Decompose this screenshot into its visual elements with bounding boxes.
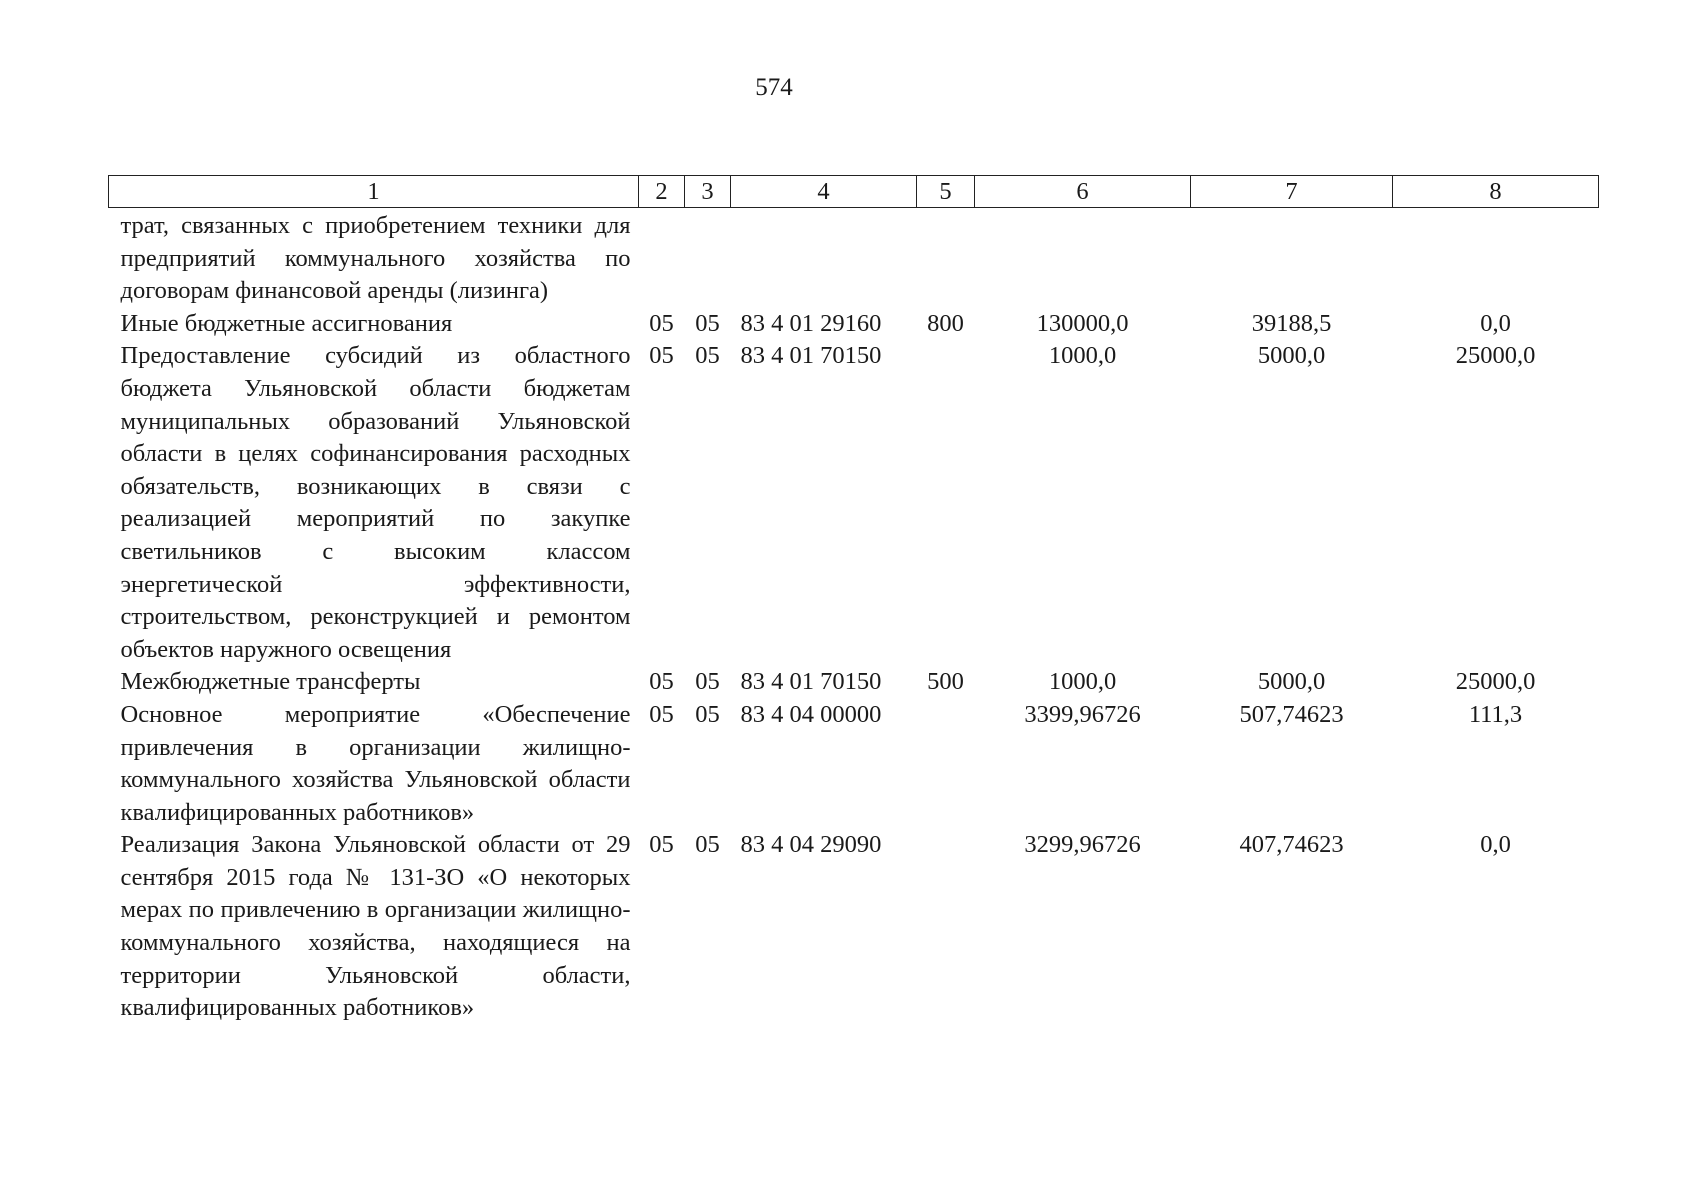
amount-col-6 — [975, 208, 1191, 308]
section-code: 05 — [649, 309, 674, 337]
row-description: Реализация Закона Ульяновской области от 29 сентября 2015 года № 131-ЗО «О некоторых мерах по привлечению в организации жилищно-коммунального хозяйства, находящиеся на территории Ульяновской области, квалифицированных работников» — [120, 831, 631, 1022]
amount-col-7: 507,74623 — [1239, 700, 1344, 728]
table-row — [109, 666, 1599, 699]
expense-type-code — [917, 340, 975, 666]
amount-col-8: 25000,0 — [1455, 342, 1536, 370]
column-header-1: 1 — [109, 176, 639, 208]
expense-type-code — [917, 699, 975, 829]
expense-type-code: 500 — [927, 668, 964, 696]
column-header-4: 4 — [731, 176, 917, 208]
amount-col-8: 25000,0 — [1455, 668, 1536, 696]
section-code: 05 — [649, 342, 674, 370]
table-row — [109, 829, 1599, 1025]
amount-col-7: 5000,0 — [1257, 342, 1326, 370]
subsection-code: 05 — [695, 342, 720, 370]
section-code: 05 — [649, 831, 674, 859]
column-header-8: 8 — [1393, 176, 1599, 208]
column-header-7: 7 — [1191, 176, 1393, 208]
amount-col-7: 39188,5 — [1251, 309, 1332, 337]
target-article-code: 83 4 04 00000 — [740, 700, 882, 728]
page-number: 574 — [755, 74, 793, 101]
amount-col-7: 5000,0 — [1257, 668, 1326, 696]
expense-type-code — [917, 829, 975, 1025]
target-article-code: 83 4 04 29090 — [740, 831, 882, 859]
amount-col-6: 3399,96726 — [1024, 700, 1141, 728]
table-row — [109, 340, 1599, 666]
subsection-code: 05 — [695, 668, 720, 696]
column-header-2: 2 — [639, 176, 685, 208]
table-row — [109, 699, 1599, 829]
subsection-code: 05 — [695, 831, 720, 859]
amount-col-7: 407,74623 — [1239, 831, 1344, 859]
target-article-code: 83 4 01 70150 — [740, 668, 882, 696]
table-header — [109, 176, 1599, 208]
section-code: 05 — [649, 668, 674, 696]
expense-type-code — [917, 208, 975, 308]
table-row — [109, 308, 1599, 341]
row-description: Основное мероприятие «Обеспечение привлечения в организации жилищно-коммунального хозяйства Ульяновской области квалифицированных работников» — [120, 700, 631, 826]
amount-col-7 — [1191, 208, 1393, 308]
amount-col-6: 1000,0 — [1048, 668, 1117, 696]
target-article-code: 83 4 01 29160 — [740, 309, 882, 337]
amount-col-6: 3299,96726 — [1024, 831, 1141, 859]
amount-col-8: 111,3 — [1468, 700, 1523, 728]
column-header-3: 3 — [685, 176, 731, 208]
column-header-5: 5 — [917, 176, 975, 208]
row-description: Межбюджетные трансферты — [120, 668, 421, 696]
row-description: трат, связанных с приобретением техники для предприятий коммунального хозяйства по договорам финансовой аренды (лизинга) — [120, 212, 631, 305]
section-code — [639, 208, 685, 308]
expense-type-code: 800 — [927, 309, 964, 337]
subsection-code: 05 — [695, 309, 720, 337]
subsection-code: 05 — [695, 700, 720, 728]
target-article-code — [731, 208, 917, 308]
amount-col-6: 130000,0 — [1036, 309, 1129, 337]
amount-col-8 — [1393, 208, 1599, 308]
subsection-code — [685, 208, 731, 308]
budget-table — [108, 175, 1599, 1025]
table-body — [109, 208, 1599, 1025]
section-code: 05 — [649, 700, 674, 728]
amount-col-6: 1000,0 — [1048, 342, 1117, 370]
amount-col-8: 0,0 — [1480, 831, 1511, 859]
row-description: Иные бюджетные ассигнования — [120, 309, 453, 337]
amount-col-8: 0,0 — [1480, 309, 1511, 337]
target-article-code: 83 4 01 70150 — [740, 342, 882, 370]
page-number-container — [0, 74, 1698, 102]
header-row — [109, 176, 1599, 208]
row-description: Предоставление субсидий из областного бюджета Ульяновской области бюджетам муниципальных образований Ульяновской области в целях софинансирования расходных обязательств, возникающих в связи с реализацией мероприятий по закупке светильников с высоким классом энергетической эффективности, строительством, реконструкцией и ремонтом объектов наружного освещения — [120, 342, 631, 663]
table-row — [109, 208, 1599, 308]
column-header-6: 6 — [975, 176, 1191, 208]
